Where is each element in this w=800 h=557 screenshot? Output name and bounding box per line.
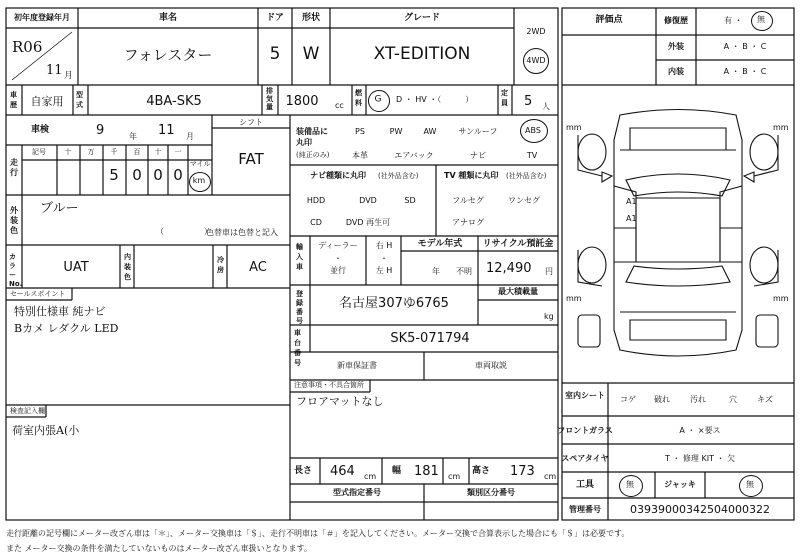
exterior-color-label: 外装色	[10, 206, 18, 235]
tv-fullseg: フルセグ	[452, 196, 484, 205]
registration-value: 名古屋307ゆ6765	[339, 296, 449, 311]
model-label: 型式	[76, 91, 83, 109]
evaluation-label: 評価点	[595, 15, 623, 25]
interior-color-label: 内装色	[124, 253, 131, 281]
recycle-value: 12,490	[486, 261, 532, 276]
first-reg-month-unit: 月	[64, 71, 74, 81]
sales-point-line-2: Bカメ レダクル LED	[14, 322, 119, 335]
displacement-unit: cc	[335, 101, 344, 110]
model-year-unit: 年	[432, 267, 440, 276]
shape-value: W	[302, 44, 320, 64]
exterior-color-note: 色替車は色替と記入	[206, 228, 278, 237]
seat-hole: 穴	[729, 395, 737, 404]
width-unit: cm	[448, 472, 461, 481]
tools-label: 工具	[575, 480, 595, 490]
model-value: 4BA-SK5	[146, 94, 202, 109]
navi-label: ナビ種類に丸印	[310, 171, 366, 180]
color-no-label: カラーNo.	[9, 253, 23, 288]
ac-label: 冷房	[217, 256, 224, 274]
capacity-unit: 人	[542, 102, 550, 111]
seat-label: 室内シート	[565, 391, 605, 400]
car-diagram	[578, 110, 778, 357]
digit-unit-5: 十	[154, 148, 162, 156]
seat-burn: コゲ	[620, 395, 636, 404]
color-no-value: UAT	[63, 260, 89, 275]
spare-tire-label: スペアタイヤ	[561, 454, 609, 463]
digit-unit-6: 一	[174, 148, 182, 156]
footer-line-2: また メーター交換の条件を満たしていないものはメーター改ざん車扱いとなります。	[6, 544, 312, 553]
mileage-sign-label: 記号	[32, 148, 46, 156]
inspection-month: 11	[158, 123, 175, 138]
chassis-value: SK5-071794	[390, 331, 470, 346]
displacement-label: 排気量	[266, 87, 273, 111]
navi-dvd: DVD	[359, 196, 377, 205]
import-dealer: ディーラー	[318, 241, 358, 250]
repair-options: 有 ・	[724, 16, 743, 25]
inspection-year-unit: 年	[129, 132, 137, 141]
sales-point-line-1: 特別仕様車 純ナビ	[14, 305, 106, 318]
interior-grade-label: 内装	[668, 67, 684, 76]
exterior-grade-options: A ・ B ・ C	[723, 42, 767, 51]
seat-tear: 破れ	[654, 395, 670, 404]
capacity-value: 5	[524, 94, 533, 109]
digit-unit-3: 千	[110, 148, 118, 156]
height-value: 173	[510, 464, 535, 479]
fuel-g: G	[374, 94, 382, 105]
drive-4wd: 4WD	[526, 56, 546, 65]
shape-label: 形状	[301, 13, 321, 23]
sales-point-label: セールスポイント	[10, 290, 66, 298]
navi-dvd-play: DVD 再生可	[345, 218, 391, 227]
footer-line-1: 走行距離の記号欄にメーター改ざん車は「＊」、メーター交換車は「＄」、走行不明車は「＃」を記入してください。メーター交換で合算表示した場合にも「＄」は必要です。	[6, 529, 630, 538]
vehicle-manual-label: 車両取説	[475, 361, 507, 370]
drive-2wd: 2WD	[526, 27, 546, 36]
km-label: km	[192, 176, 206, 185]
tools-value: 無	[626, 480, 634, 489]
fuel-options: D ・ HV ・（ ）	[396, 95, 474, 104]
inspector-label: 検査記入欄	[10, 407, 45, 415]
mileage-digit-4: 0	[132, 166, 142, 184]
digit-unit-4: 百	[133, 148, 141, 156]
mm-label-4: mm	[773, 294, 789, 303]
max-load-label: 最大積載量	[498, 287, 538, 296]
recycle-label: リサイクル預託金	[482, 239, 554, 249]
chassis-label: 車台番号	[294, 329, 301, 367]
car-name-label: 車名	[158, 13, 178, 23]
first-reg-month: 11	[46, 63, 63, 78]
width-label: 幅	[392, 466, 402, 476]
ac-value: AC	[249, 260, 267, 275]
digit-unit-1: 十	[64, 148, 72, 156]
equipment-label: 装備品に丸印	[296, 127, 328, 147]
notes-value: フロアマットなし	[296, 395, 384, 408]
inspection-label: 車検	[30, 125, 50, 135]
new-car-warranty-label: 新車保証書	[337, 361, 377, 370]
repair-value: 無	[757, 15, 765, 24]
jack-label: ジャッキ	[664, 480, 696, 489]
displacement-value: 1800	[285, 94, 319, 109]
management-label: 管理番号	[569, 505, 601, 514]
mm-label-2: mm	[773, 123, 789, 132]
windshield-label: フロントガラス	[557, 426, 613, 435]
shift-label: シフト	[239, 118, 263, 127]
damage-mark-1: A1	[626, 197, 637, 206]
navi-sub: (社外品含む)	[378, 172, 419, 180]
tv-sub: (社外品含む)	[506, 172, 547, 180]
seat-scratch: キズ	[757, 395, 773, 404]
management-value: 03939000342504000322	[630, 503, 770, 516]
exterior-color-paren: （ ）	[156, 227, 212, 236]
seat-stain: 汚れ	[690, 395, 706, 404]
inspector-value: 荷室内張A(小	[12, 424, 80, 437]
type-designation-label: 型式指定番号	[333, 488, 381, 497]
door-count: 5	[269, 44, 281, 64]
import-dot-2: ・	[380, 254, 388, 263]
width-value: 181	[414, 464, 439, 479]
max-load-unit: kg	[544, 312, 554, 321]
mileage-digit-5: 0	[153, 166, 163, 184]
inspection-year: 9	[96, 123, 105, 138]
door-label: ドア	[266, 13, 284, 23]
notes-label: 注意事項・不具合箇所	[294, 381, 364, 389]
first-reg-era: R06	[12, 38, 43, 56]
capacity-label: 定員	[501, 89, 508, 107]
tv-analog: アナログ	[452, 218, 484, 227]
mm-label-3: mm	[566, 294, 582, 303]
inspection-month-unit: 月	[186, 132, 194, 141]
tv-label: TV 種類に丸印	[444, 171, 499, 180]
mile-label: マイル	[189, 160, 211, 168]
first-reg-label: 初年度登録年月	[14, 13, 70, 22]
import-left-h: 左 H	[375, 266, 393, 275]
grade-value: XT-EDITION	[373, 44, 471, 64]
grade-label: グレード	[403, 13, 441, 23]
registration-label: 登録番号	[296, 290, 303, 325]
navi-hdd: HDD	[306, 196, 326, 205]
recycle-unit: 円	[545, 267, 553, 276]
length-unit: cm	[364, 472, 377, 481]
use-label: 車歴	[10, 91, 17, 109]
use-value: 自家用	[30, 95, 64, 108]
height-label: 高さ	[472, 466, 491, 476]
equipment-sub: (純正のみ)	[296, 151, 330, 159]
length-value: 464	[330, 464, 355, 479]
equip-tv: TV	[526, 151, 538, 160]
import-label: 輸入車	[296, 243, 303, 271]
spare-tire-value: T ・ 修理 KIT ・ 欠	[664, 454, 736, 463]
tv-oneseg: ワンセグ	[508, 196, 540, 205]
windshield-value: A ・ ×要ス	[679, 426, 721, 435]
equip-ps: PS	[355, 127, 365, 136]
jack-value: 無	[746, 480, 754, 489]
mileage-digit-3: 5	[109, 166, 119, 184]
length-label: 長さ	[294, 466, 313, 476]
equip-pw: PW	[389, 127, 403, 136]
model-year-value: 不明	[456, 267, 472, 276]
import-right-h: 右 H	[375, 241, 393, 250]
import-parallel: 並行	[330, 266, 346, 275]
mm-label-1: mm	[566, 123, 582, 132]
equip-navi: ナビ	[470, 151, 486, 160]
equip-sunroof: サンルーフ	[458, 127, 498, 136]
exterior-grade-label: 外装	[668, 42, 684, 51]
digit-unit-2: 万	[87, 148, 95, 156]
shift-value: FAT	[238, 150, 264, 168]
fuel-label: 燃料	[355, 89, 362, 107]
equip-abs: ABS	[525, 126, 541, 135]
equip-leather: 本革	[352, 151, 368, 160]
mileage-label: 走行	[10, 158, 18, 177]
model-year-label: モデル年式	[417, 239, 463, 249]
height-unit: cm	[544, 472, 557, 481]
navi-sd: SD	[404, 196, 416, 205]
equip-airbag: エアバック	[394, 151, 434, 160]
import-dot: ・	[334, 254, 342, 263]
car-name: フォレスター	[123, 46, 213, 64]
mileage-digit-6: 0	[173, 166, 183, 184]
navi-cd: CD	[310, 218, 322, 227]
equip-aw: AW	[423, 127, 437, 136]
exterior-color-value: ブルー	[40, 201, 79, 216]
interior-grade-options: A ・ B ・ C	[723, 67, 767, 76]
repair-history-label: 修復歴	[664, 16, 688, 25]
damage-mark-2: A1	[626, 214, 637, 223]
class-number-label: 類別区分番号	[467, 488, 515, 497]
